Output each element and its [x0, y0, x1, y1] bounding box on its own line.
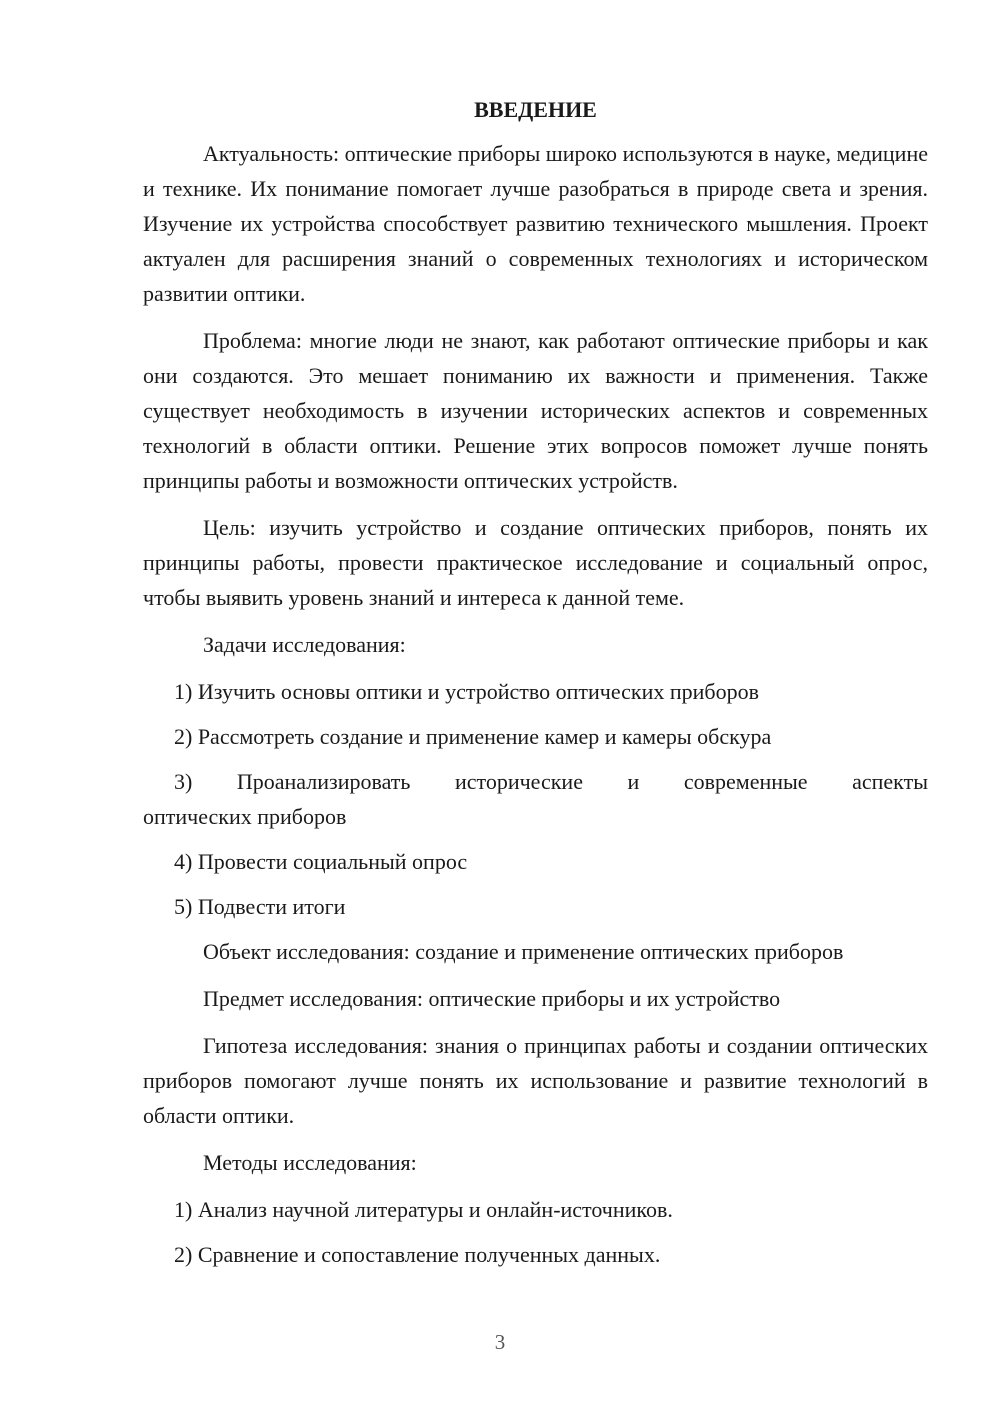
task-item-3-word: Проанализировать: [236, 769, 411, 794]
document-page: [143, 92, 928, 1282]
task-item-2: 2) Рассмотреть создание и применение камер и камеры обскура: [174, 724, 772, 749]
task-item-5: 5) Подвести итоги: [174, 894, 346, 919]
task-item-3: [143, 764, 928, 834]
page-title: ВВЕДЕНИЕ: [474, 97, 597, 122]
task-item-3-word: 3): [174, 769, 193, 794]
method-item-2: 2) Сравнение и сопоставление полученных данных.: [174, 1242, 661, 1267]
task-item-3-continuation: оптических приборов: [143, 804, 347, 829]
methods-heading: Методы исследования:: [203, 1150, 417, 1175]
paragraph-subject: Предмет исследования: оптические приборы и их устройство: [203, 986, 781, 1011]
task-item-1: 1) Изучить основы оптики и устройство оптических приборов: [174, 679, 760, 704]
task-item-3-word: аспекты: [852, 769, 928, 794]
tasks-heading: Задачи исследования:: [203, 632, 406, 657]
task-item-3-word: современные: [683, 769, 808, 794]
task-item-4: 4) Провести социальный опрос: [174, 849, 468, 874]
paragraph-problem: Проблема: многие люди не знают, как работают оптические приборы и как они создаются. Это мешает пониманию их важности и применения. Также существует необходимость в изучении исторических аспектов и современных технологий в области оптики. Решение этих вопросов поможет лучше понять принципы работы и возможности оптических устройств.: [143, 328, 928, 493]
paragraph-object: Объект исследования: создание и применение оптических приборов: [203, 939, 844, 964]
paragraph-goal: Цель: изучить устройство и создание оптических приборов, понять их принципы работы, провести практическое исследование и социальный опрос, чтобы выявить уровень знаний и интереса к данной теме.: [143, 515, 928, 610]
method-item-1: 1) Анализ научной литературы и онлайн-источников.: [174, 1197, 673, 1222]
paragraph-hypothesis: Гипотеза исследования: знания о принципах работы и создании оптических приборов помогают лучше понять их использование и развитие технологий в области оптики.: [143, 1033, 928, 1128]
task-item-3-first-line: [143, 764, 928, 799]
task-item-3-word: и: [627, 769, 640, 794]
page-number: 3: [494, 1330, 506, 1354]
paragraph-relevance: Актуальность: оптические приборы широко используются в науке, медицине и технике. Их понимание помогает лучше разобраться в природе света и зрения. Изучение их устройства способствует развитию технического мышления. Проект актуален для расширения знаний о современных технологиях и историческом развитии оптики.: [143, 141, 928, 306]
task-item-3-word: исторические: [454, 769, 583, 794]
